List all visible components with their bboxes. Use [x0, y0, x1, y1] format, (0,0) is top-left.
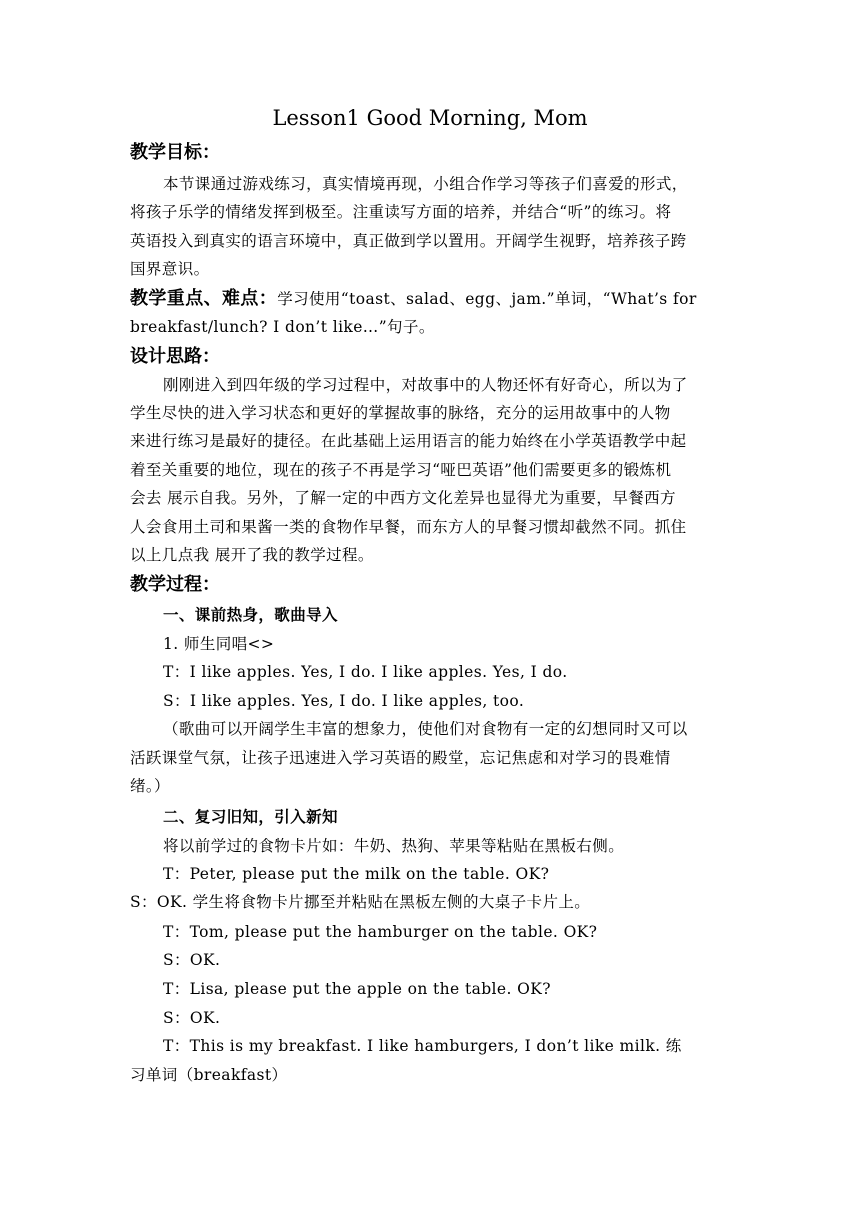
step2-line: 习单词（breakfast）	[130, 1066, 288, 1084]
step2-line: T：Tom, please put the hamburger on the table. OK?	[163, 923, 598, 941]
step2-line: S：OK.	[163, 951, 221, 969]
objectives-line: 本节课通过游戏练习，真实情境再现，小组合作学习等孩子们喜爱的形式，	[163, 175, 688, 193]
process-heading: 教学过程：	[130, 574, 220, 595]
design-line: 刚刚进入到四年级的学习过程中，对故事中的人物还怀有好奇心，所以为了	[163, 376, 688, 394]
objectives-line: 将孩子乐学的情绪发挥到极至。注重读写方面的培养，并结合“听”的练习。将	[130, 203, 672, 221]
design-line: 人会食用土司和果酱一类的食物作早餐，而东方人的早餐习惯却截然不同。抓住	[130, 518, 687, 536]
step2-line: S：OK. 学生将食物卡片挪至并粘贴在黑板左侧的大桌子卡片上。	[130, 893, 591, 911]
step1-heading: 一、课前热身，歌曲导入	[163, 606, 338, 624]
step2-line: T：This is my breakfast. I like hamburgers, I don’t like milk. 练	[163, 1037, 682, 1055]
objectives-line: 英语投入到真实的语言环境中，真正做到学以置用。开阔学生视野，培养孩子跨	[130, 232, 687, 250]
keypoints-text: 学习使用“toast、salad、egg、jam.”单词，“What’s for	[277, 290, 697, 308]
objectives-line: 国界意识。	[130, 260, 210, 278]
keypoints-paragraph	[130, 284, 697, 310]
design-line: 学生尽快的进入学习状态和更好的掌握故事的脉络，充分的运用故事中的人物	[130, 404, 671, 422]
objectives-heading: 教学目标：	[130, 142, 220, 163]
step2-line: T：Lisa, please put the apple on the table. OK?	[163, 980, 551, 998]
step1-line: S：I like apples. Yes, I do. I like apples, too.	[163, 692, 525, 710]
keypoints-line: breakfast/lunch? I don’t like…”句子。	[130, 318, 435, 336]
step2-line: S：OK.	[163, 1009, 221, 1027]
design-line: 着至关重要的地位，现在的孩子不再是学习“哑巴英语”他们需要更多的锻炼机	[130, 461, 672, 479]
step1-note-line: （歌曲可以开阔学生丰富的想象力，使他们对食物有一定的幻想同时又可以	[163, 720, 688, 738]
step1-line: 1. 师生同唱<>	[163, 635, 275, 653]
design-heading: 设计思路：	[130, 346, 220, 367]
step1-note-line: 绪。）	[130, 777, 170, 795]
design-line: 会去 展示自我。另外，了解一定的中西方文化差异也显得尤为重要，早餐西方	[130, 489, 676, 507]
keypoints-heading: 教学重点、难点：	[130, 288, 278, 309]
step2-line: T：Peter, please put the milk on the table. OK?	[163, 865, 550, 883]
step1-note-line: 活跃课堂气氛，让孩子迅速进入学习英语的殿堂，忘记焦虑和对学习的畏难情	[130, 749, 671, 767]
step1-line: T：I like apples. Yes, I do. I like apples. Yes, I do.	[163, 663, 568, 681]
design-line: 来进行练习是最好的捷径。在此基础上运用语言的能力始终在小学英语教学中起	[130, 432, 687, 450]
document-title: Lesson1 Good Morning, Mom	[272, 106, 588, 130]
step2-line: 将以前学过的食物卡片如：牛奶、热狗、苹果等粘贴在黑板右侧。	[163, 837, 625, 855]
design-line: 以上几点我 展开了我的教学过程。	[130, 546, 374, 564]
step2-heading: 二、复习旧知，引入新知	[163, 808, 338, 826]
